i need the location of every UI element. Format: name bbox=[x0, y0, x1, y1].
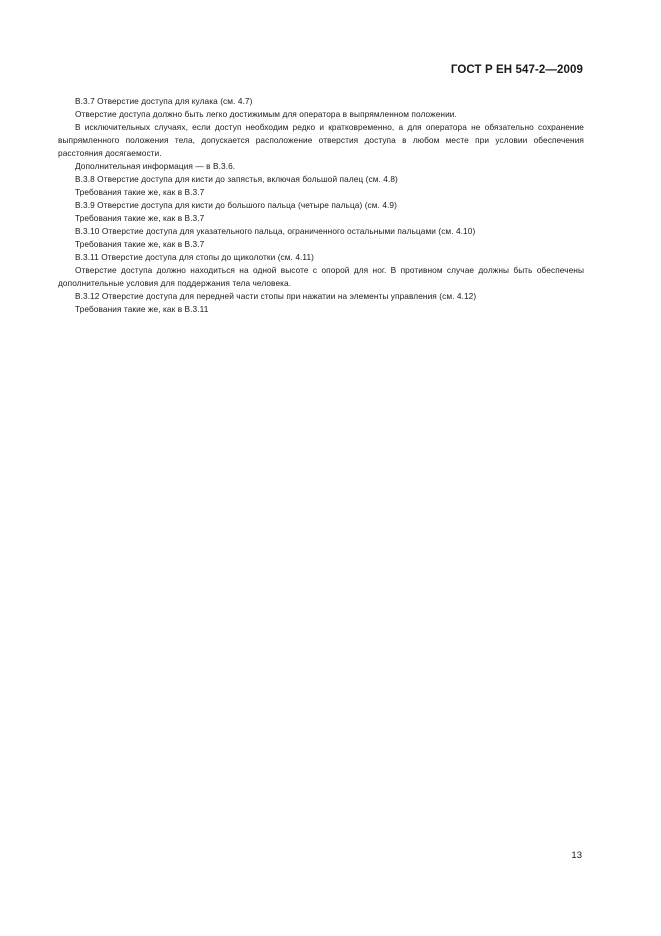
paragraph: Отверстие доступа должно быть легко достижимым для оператора в выпрямленном положении. bbox=[75, 109, 457, 119]
section-heading-b39: В.3.9 Отверстие доступа для кисти до большого пальца (четыре пальца) (см. 4.9) bbox=[75, 200, 397, 210]
paragraph: Требования такие же, как в В.3.7 bbox=[75, 239, 205, 249]
section-heading-b37: В.3.7 Отверстие доступа для кулака (см. 4.7) bbox=[75, 96, 253, 106]
document-body bbox=[58, 95, 584, 316]
paragraph: Дополнительная информация — в В.3.6. bbox=[75, 161, 236, 171]
section-heading-b312: В.3.12 Отверстие доступа для передней части стопы при нажатии на элементы управления (см. 4.12) bbox=[75, 291, 477, 301]
section-heading-b38: В.3.8 Отверстие доступа для кисти до запястья, включая большой палец (см. 4.8) bbox=[75, 174, 398, 184]
paragraph: Отверстие доступа должно находиться на одной высоте с опорой для ног. В противном случае должны быть обеспечены дополнительные условия для поддержания тела человека. bbox=[58, 265, 584, 288]
paragraph: Требования такие же, как в В.3.7 bbox=[75, 187, 205, 197]
paragraph: Требования такие же, как в В.3.7 bbox=[75, 213, 205, 223]
section-heading-b310: В.3.10 Отверстие доступа для указательного пальца, ограниченного остальными пальцами (см. 4.10) bbox=[75, 226, 476, 236]
page-number: 13 bbox=[571, 850, 582, 861]
section-heading-b311: В.3.11 Отверстие доступа для стопы до щиколотки (см. 4.11) bbox=[75, 252, 315, 262]
document-header: ГОСТ Р ЕН 547-2—2009 bbox=[450, 64, 583, 76]
paragraph: В исключительных случаях, если доступ необходим редко и кратковременно, а для оператора не обязательно сохранение выпрямленного положения тела, допускается расположение отверстия доступа в любом месте при условии обеспечения расстояния досягаемости. bbox=[58, 122, 584, 158]
paragraph: Требования такие же, как в В.3.11 bbox=[75, 304, 209, 314]
